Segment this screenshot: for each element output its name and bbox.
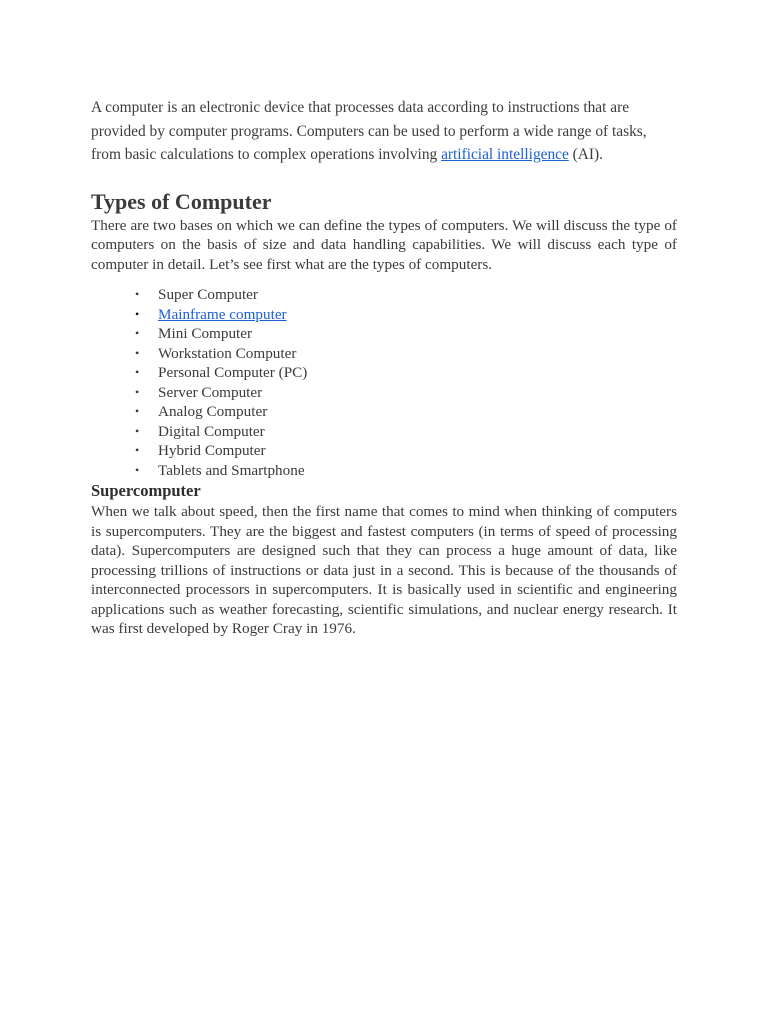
list-item-label: Mini Computer [158, 325, 253, 342]
bullet-icon: • [135, 423, 140, 438]
artificial-intelligence-link[interactable]: artificial intelligence [441, 146, 569, 163]
intro-text-before: A computer is an electronic device that processes data according to instructions that are provided by computer programs. Computers can be used to perform a wide range of tasks, from basic calculations to complex operations involving [91, 99, 647, 163]
list-item-label: Hybrid Computer [158, 442, 266, 459]
list-item-label: Server Computer [158, 383, 263, 401]
list-item-label: Digital Computer [158, 422, 265, 440]
bullet-icon: • [135, 365, 140, 379]
bullet-icon: • [135, 404, 140, 418]
list-item-hybrid-computer [91, 441, 677, 461]
intro-paragraph [91, 96, 677, 167]
list-item-mini-computer [91, 324, 677, 344]
list-item-digital-computer [91, 422, 677, 442]
bullet-icon: • [135, 287, 140, 301]
intro-text-after: (AI). [568, 146, 604, 163]
list-item-analog-computer [91, 402, 677, 422]
list-item-label: Analog Computer [158, 403, 268, 420]
bullet-icon: • [135, 462, 140, 477]
computer-types-list [91, 285, 677, 480]
list-item-label: Tablets and Smartphone [158, 461, 305, 479]
list-item-label: Super Computer [158, 286, 258, 303]
bullet-icon: • [135, 326, 140, 340]
mainframe-computer-link[interactable]: Mainframe computer [158, 305, 287, 323]
list-item-label: Workstation Computer [158, 344, 297, 362]
bullet-icon: • [135, 345, 140, 360]
bullet-icon: • [135, 384, 140, 399]
supercomputer-heading: Supercomputer [91, 481, 201, 500]
list-item-super-computer [91, 285, 677, 305]
list-item-tablets-and-smartphone [91, 461, 677, 481]
types-of-computer-heading: Types of Computer [91, 188, 272, 214]
list-item-server-computer [91, 383, 677, 403]
list-item-workstation-computer [91, 344, 677, 364]
supercomputer-paragraph: When we talk about speed, then the first name that comes to mind when thinking of computers is supercomputers. They are the biggest and fastest computers (in terms of speed of processing data). Supercomputers are designed such that they can process a huge amount of data, like processing trillions of instructions or data just in a second. This is because of the thousands of interconnected processors in supercomputers. It is basically used in scientific and engineering applications such as weather forecasting, scientific simulations, and nuclear energy research. It was first developed by Roger Cray in 1976. [91, 503, 677, 637]
list-item-label: Personal Computer (PC) [158, 364, 308, 381]
document-page [91, 96, 677, 639]
list-item-personal-computer [91, 363, 677, 383]
types-description: There are two bases on which we can define the types of computers. We will discuss the type of computers on the basis of size and data handling capabilities. We will discuss each type of computer in detail. Let’s see first what are the types of computers. [91, 216, 677, 273]
bullet-icon: • [135, 306, 140, 321]
list-item-mainframe-computer[interactable] [91, 305, 677, 325]
bullet-icon: • [135, 443, 140, 457]
